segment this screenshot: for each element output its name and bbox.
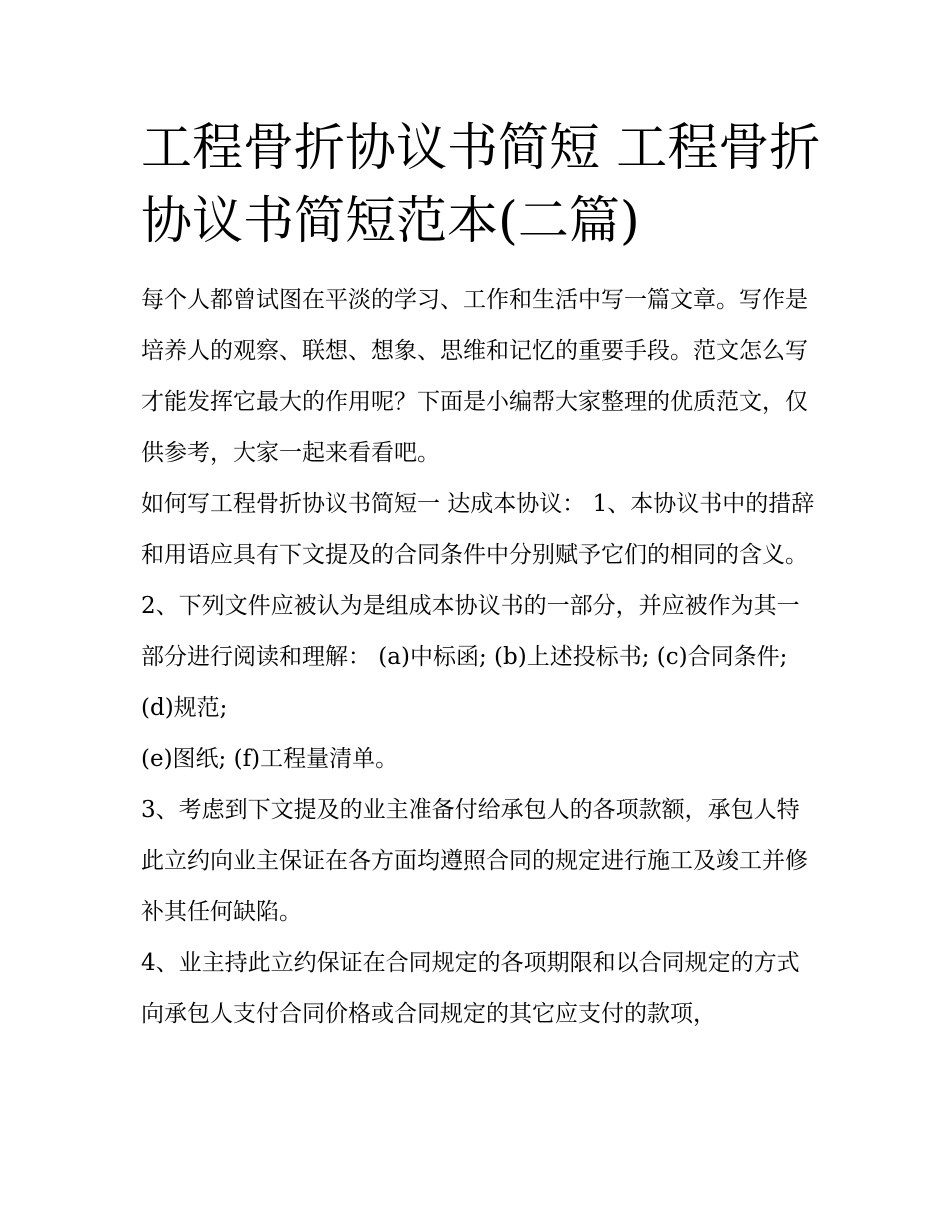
intro-paragraph: 每个人都曾试图在平淡的学习、工作和生活中写一篇文章。写作是培养人的观察、联想、想象、思维和记忆的重要手段。范文怎么写才能发挥它最大的作用呢？下面是小编帮大家整理的优质范文，仅供参考，大家一起来看看吧。 [141,287,808,466]
clause-4-paragraph: 4、业主持此立约保证在合同规定的各项期限和以合同规定的方式向承包人支付合同价格或合同规定的其它应支付的款项， [141,950,800,1027]
document-body [141,275,821,1040]
clause-3-paragraph: 3、考虑到下文提及的业主准备付给承包人的各项款额，承包人特此立约向业主保证在各方面均遵照合同的规定进行施工及竣工并修补其任何缺陷。 [141,797,808,925]
document-title: 工程骨折协议书简短 工程骨折协议书简短范本(二篇) [141,119,821,251]
clause-2-continued-paragraph: (e)图纸; (f)工程量清单。 [141,746,399,772]
clause-1-paragraph: 如何写工程骨折协议书简短一 达成本协议： 1、本协议书中的措辞和用语应具有下文提及的合同条件中分别赋予它们的相同的含义。 [141,491,815,568]
clause-2-paragraph: 2、下列文件应被认为是组成本协议书的一部分，并应被作为其一部分进行阅读和理解： (a)中标函; (b)上述投标书; (c)合同条件; (d)规范; [141,593,800,721]
